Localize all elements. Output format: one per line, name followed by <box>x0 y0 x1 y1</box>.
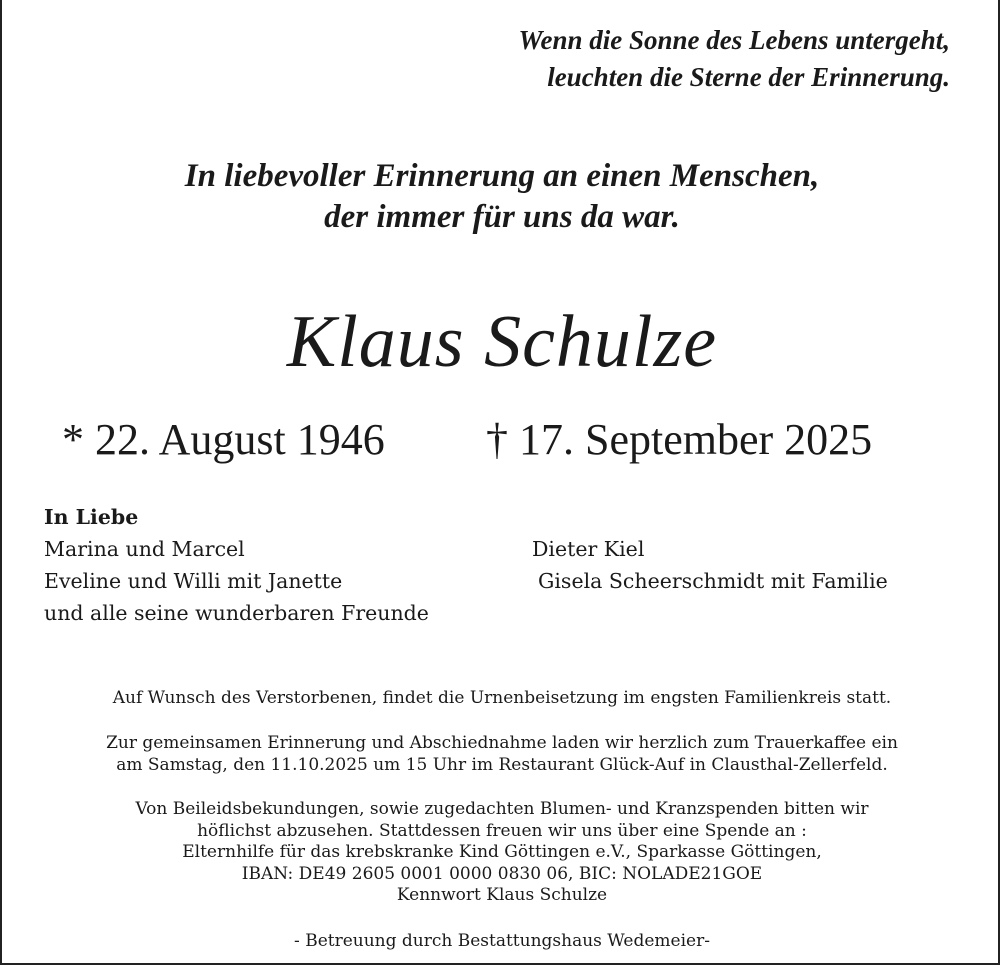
mourners-right-column <box>532 533 888 597</box>
mourners-left-column <box>44 501 429 629</box>
mourners-heading: In Liebe <box>44 505 139 529</box>
motto-line-2: leuchten die Sterne der Erinnerung. <box>547 62 950 92</box>
intro-line-2: der immer für uns da war. <box>324 199 680 235</box>
gathering-notice-line: am Samstag, den 11.10.2025 um 15 Uhr im Restaurant Glück-Auf in Clausthal-Zellerfeld. <box>116 754 888 775</box>
mourner-entry: Gisela Scheerschmidt mit Familie <box>538 569 888 593</box>
motto-line-1: Wenn die Sonne des Lebens untergeht, <box>518 25 950 55</box>
donation-notice-line: Von Beileidsbekundungen, sowie zugedachten Blumen- und Kranzspenden bitten wir <box>135 799 869 819</box>
donation-notice-line: Kennwort Klaus Schulze <box>396 885 608 905</box>
gathering-notice <box>2 733 1000 776</box>
donation-notice-line: Elternhilfe für das krebskranke Kind Göttingen e.V., Sparkasse Göttingen, <box>182 842 822 862</box>
donation-notice-line: IBAN: DE49 2605 0001 0000 0830 06, BIC: NOLADE21GOE <box>241 863 763 884</box>
intro-text <box>2 156 1000 238</box>
mourner-entry: Marina und Marcel <box>44 537 245 561</box>
undertaker-credit-line: - Betreuung durch Bestattungshaus Wedemeier- <box>294 931 710 951</box>
deceased-name: Klaus Schulze <box>286 301 718 383</box>
motto-quote <box>518 22 950 96</box>
gathering-notice-line: Zur gemeinsamen Erinnerung und Abschiednahme laden wir herzlich zum Trauerkaffee ein <box>106 733 898 753</box>
mourner-entry: Dieter Kiel <box>532 537 645 561</box>
intro-line-1: In liebevoller Erinnerung an einen Menschen, <box>184 158 820 194</box>
death-date: † 17. September 2025 <box>486 415 873 464</box>
birth-date: * 22. August 1946 <box>62 415 385 464</box>
burial-notice <box>2 688 1000 710</box>
mourner-entry: Eveline und Willi mit Janette <box>44 569 343 593</box>
undertaker-credit <box>2 931 1000 953</box>
burial-notice-line: Auf Wunsch des Verstorbenen, findet die Urnenbeisetzung im engsten Familienkreis statt. <box>112 688 892 708</box>
donation-notice-line: höflichst abzusehen. Stattdessen freuen wir uns über eine Spende an : <box>197 820 807 841</box>
donation-notice <box>2 799 1000 907</box>
mourner-entry: und alle seine wunderbaren Freunde <box>44 601 429 625</box>
